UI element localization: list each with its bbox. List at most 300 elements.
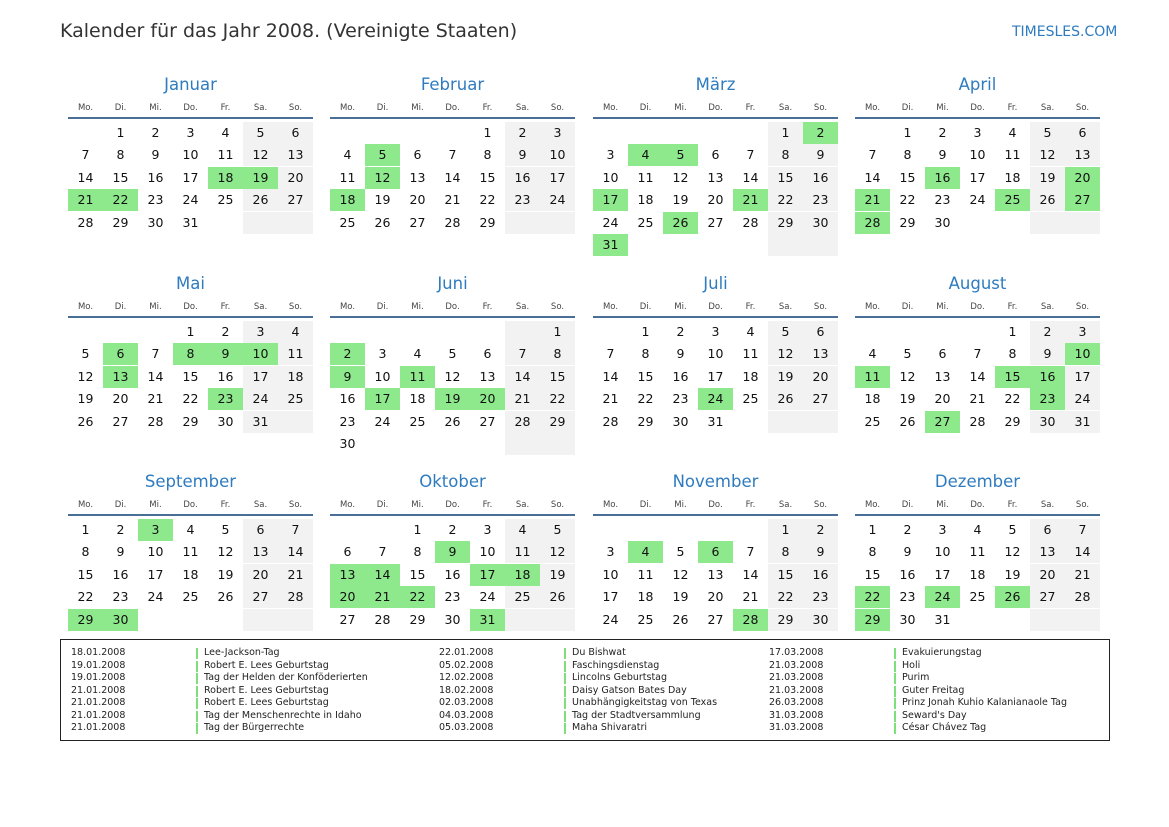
day-cell: 12	[540, 541, 575, 563]
day-cell: 19	[672, 192, 689, 208]
weekday-header	[330, 103, 575, 115]
day-cell: 24	[147, 589, 164, 605]
month-name: April	[958, 75, 997, 94]
holiday-date: 17.03.2008	[769, 647, 824, 658]
day-cell: 19	[540, 564, 575, 586]
day-cell: 28	[602, 413, 619, 429]
day-cell: 5	[448, 346, 457, 362]
day-cell: 20	[409, 192, 426, 208]
holiday-day-cell: 29	[855, 609, 890, 631]
day-cell: 5	[1030, 122, 1065, 144]
month-divider	[855, 514, 1100, 516]
day-cell: 31	[934, 611, 951, 627]
month-name: Juli	[703, 274, 728, 293]
weekday-label: Sa.	[515, 302, 530, 312]
day-cell: 16	[803, 167, 838, 189]
holiday-marker	[564, 673, 566, 684]
day-cell: 8	[413, 544, 422, 560]
month-divider	[68, 316, 313, 318]
day-cell: 8	[768, 144, 803, 166]
day-cell: 10	[540, 144, 575, 166]
empty-weekend-cell	[243, 212, 278, 234]
month-divider	[330, 117, 575, 119]
day-cell: 23	[803, 586, 838, 608]
day-cell: 9	[1030, 343, 1065, 365]
day-cell: 19	[77, 391, 94, 407]
weekday-label: So.	[813, 103, 828, 113]
day-cell: 1	[540, 321, 575, 343]
day-cell: 15	[768, 564, 803, 586]
day-cell: 15	[77, 566, 94, 582]
day-cell: 23	[339, 413, 356, 429]
day-cell: 7	[81, 147, 90, 163]
day-cell: 3	[243, 321, 278, 343]
holiday-day-cell: 13	[103, 366, 138, 388]
holiday-date: 22.01.2008	[439, 647, 494, 658]
day-cell: 25	[505, 586, 540, 608]
weekday-label: Mo.	[864, 103, 881, 113]
month-name: Juni	[437, 274, 468, 293]
day-cell: 22	[479, 192, 496, 208]
holiday-day-cell: 10	[1065, 343, 1100, 365]
day-cell: 25	[409, 413, 426, 429]
day-cell: 26	[672, 611, 689, 627]
weekday-label: Sa.	[253, 302, 268, 312]
day-cell: 15	[768, 167, 803, 189]
day-cell: 26	[77, 413, 94, 429]
day-cell: 9	[116, 544, 125, 560]
holiday-name: Tag der Menschenrechte in Idaho	[204, 709, 362, 721]
holiday-marker	[196, 711, 198, 722]
day-cell: 18	[864, 391, 881, 407]
day-cell: 4	[868, 346, 877, 362]
day-cell: 29	[182, 413, 199, 429]
weekday-label: Sa.	[778, 103, 793, 113]
weekday-header	[68, 500, 313, 512]
weekday-label: Fr.	[220, 302, 231, 312]
day-cell: 28	[77, 214, 94, 230]
day-cell: 14	[969, 368, 986, 384]
holiday-name: Robert E. Lees Geburtstag	[204, 659, 329, 671]
holiday-day-cell: 21	[365, 586, 400, 608]
day-cell: 4	[186, 522, 195, 537]
day-cell: 26	[374, 214, 391, 230]
weekday-label: So.	[288, 500, 303, 510]
day-cell: 23	[505, 189, 540, 211]
day-cell: 4	[343, 147, 352, 163]
day-cell: 28	[1065, 586, 1100, 608]
day-cell: 5	[1008, 522, 1017, 537]
weekday-label: Do.	[445, 500, 460, 510]
weekday-label: Fr.	[745, 302, 756, 312]
day-cell: 4	[1008, 125, 1017, 140]
day-cell: 18	[1004, 169, 1021, 185]
weekday-label: Mo.	[339, 103, 356, 113]
day-cell: 21	[278, 564, 313, 586]
holiday-day-cell: 20	[1065, 167, 1100, 189]
weekday-label: Mo.	[602, 103, 619, 113]
day-cell: 29	[540, 411, 575, 433]
day-cell: 1	[81, 522, 90, 537]
day-cell: 2	[676, 324, 685, 339]
empty-weekend-cell	[803, 411, 838, 433]
day-cell: 30	[217, 413, 234, 429]
day-cell: 10	[479, 544, 496, 560]
day-cell: 18	[278, 366, 313, 388]
day-cell: 1	[903, 125, 912, 140]
holiday-day-cell: 20	[470, 388, 505, 410]
day-cell: 7	[278, 519, 313, 541]
weekday-label: So.	[1075, 302, 1090, 312]
holiday-day-cell: 16	[1030, 366, 1065, 388]
holiday-date: 21.01.2008	[71, 684, 126, 696]
day-cell: 17	[602, 589, 619, 605]
day-cell: 6	[343, 544, 352, 560]
day-cell: 14	[864, 169, 881, 185]
weekday-label: Mi.	[411, 302, 424, 312]
day-cell: 20	[707, 192, 724, 208]
holiday-day-cell: 3	[138, 519, 173, 541]
day-cell: 1	[413, 522, 422, 537]
weekday-label: So.	[288, 302, 303, 312]
weekday-header	[593, 500, 838, 512]
weekday-label: Do.	[708, 302, 723, 312]
day-cell: 20	[243, 564, 278, 586]
day-cell: 26	[768, 388, 803, 410]
weekday-label: Do.	[183, 103, 198, 113]
empty-weekend-cell	[505, 609, 540, 631]
day-cell: 16	[505, 167, 540, 189]
day-cell: 16	[444, 566, 461, 582]
day-cell: 19	[217, 566, 234, 582]
day-cell: 26	[540, 586, 575, 608]
day-cell: 14	[742, 566, 759, 582]
weekday-label: Sa.	[1040, 103, 1055, 113]
month-divider	[855, 316, 1100, 318]
holiday-day-cell: 26	[663, 212, 698, 234]
holiday-day-cell: 6	[103, 343, 138, 365]
holiday-name: Purim	[902, 672, 930, 683]
day-cell: 30	[934, 214, 951, 230]
day-cell: 27	[803, 388, 838, 410]
holiday-name: Daisy Gatson Bates Day	[572, 684, 687, 696]
month-name: September	[144, 472, 237, 491]
day-cell: 15	[112, 169, 129, 185]
holiday-day-cell: 13	[330, 564, 365, 586]
day-cell: 23	[112, 589, 129, 605]
day-cell: 12	[77, 368, 94, 384]
day-cell: 8	[540, 343, 575, 365]
day-cell: 6	[938, 346, 947, 362]
day-cell: 2	[221, 324, 230, 339]
day-cell: 7	[746, 147, 755, 163]
holiday-day-cell: 12	[365, 167, 400, 189]
day-cell: 12	[672, 169, 689, 185]
weekday-label: So.	[1075, 103, 1090, 113]
day-cell: 31	[243, 411, 278, 433]
day-cell: 4	[746, 324, 755, 339]
day-cell: 29	[1004, 413, 1021, 429]
day-cell: 15	[540, 366, 575, 388]
day-cell: 30	[444, 611, 461, 627]
holiday-day-cell: 31	[470, 609, 505, 631]
day-cell: 18	[969, 566, 986, 582]
day-cell: 31	[707, 413, 724, 429]
day-cell: 15	[182, 368, 199, 384]
holiday-marker	[196, 698, 198, 709]
day-cell: 27	[112, 413, 129, 429]
holiday-day-cell: 18	[208, 167, 243, 189]
holiday-name: Robert E. Lees Geburtstag	[204, 697, 329, 708]
day-cell: 5	[903, 346, 912, 362]
day-cell: 11	[969, 544, 986, 560]
day-cell: 24	[540, 189, 575, 211]
day-cell: 13	[243, 541, 278, 563]
weekday-label: Do.	[445, 302, 460, 312]
day-cell: 28	[505, 411, 540, 433]
weekday-label: Mi.	[149, 103, 162, 113]
day-cell: 26	[217, 589, 234, 605]
day-cell: 19	[1030, 167, 1065, 189]
holiday-name: Evakuierungstag	[902, 647, 982, 658]
day-cell: 27	[339, 611, 356, 627]
day-cell: 7	[505, 343, 540, 365]
day-cell: 17	[934, 566, 951, 582]
holiday-date: 19.01.2008	[71, 672, 126, 683]
weekday-label: Do.	[183, 500, 198, 510]
day-cell: 1	[641, 324, 650, 339]
day-cell: 6	[1030, 519, 1065, 541]
day-cell: 12	[672, 566, 689, 582]
holiday-date: 21.03.2008	[769, 659, 824, 671]
day-cell: 3	[606, 544, 615, 560]
day-cell: 16	[217, 368, 234, 384]
day-cell: 23	[934, 192, 951, 208]
day-cell: 30	[803, 212, 838, 234]
month-divider	[593, 514, 838, 516]
day-cell: 30	[803, 609, 838, 631]
month-divider	[593, 316, 838, 318]
day-cell: 23	[147, 192, 164, 208]
holiday-marker	[894, 686, 896, 697]
holiday-name: Du Bishwat	[572, 647, 626, 658]
day-cell: 24	[969, 192, 986, 208]
day-cell: 10	[934, 544, 951, 560]
day-cell: 30	[672, 413, 689, 429]
weekday-label: Di.	[114, 302, 127, 312]
holiday-day-cell: 9	[435, 541, 470, 563]
holiday-day-cell: 15	[995, 366, 1030, 388]
holiday-day-cell: 26	[995, 586, 1030, 608]
day-cell: 25	[339, 214, 356, 230]
day-cell: 24	[479, 589, 496, 605]
day-cell: 16	[147, 169, 164, 185]
holiday-day-cell: 21	[733, 189, 768, 211]
day-cell: 24	[182, 192, 199, 208]
day-cell: 26	[243, 189, 278, 211]
empty-weekend-cell	[1030, 212, 1065, 234]
weekday-label: Di.	[901, 302, 914, 312]
day-cell: 24	[243, 388, 278, 410]
holiday-name: Lee-Jackson-Tag	[204, 647, 280, 658]
weekday-label: So.	[813, 302, 828, 312]
day-cell: 13	[278, 144, 313, 166]
day-cell: 10	[147, 544, 164, 560]
day-cell: 30	[899, 611, 916, 627]
day-cell: 1	[768, 122, 803, 144]
holiday-day-cell: 22	[855, 586, 890, 608]
day-cell: 23	[899, 589, 916, 605]
weekday-label: Sa.	[1040, 302, 1055, 312]
holiday-marker	[564, 723, 566, 734]
day-cell: 29	[768, 212, 803, 234]
holiday-date: 21.03.2008	[769, 684, 824, 696]
day-cell: 27	[1030, 586, 1065, 608]
holiday-marker	[564, 661, 566, 672]
day-cell: 3	[1065, 321, 1100, 343]
holiday-day-cell: 16	[925, 167, 960, 189]
holiday-day-cell: 21	[68, 189, 103, 211]
month-name: November	[672, 472, 759, 491]
day-cell: 8	[81, 544, 90, 560]
day-cell: 6	[803, 321, 838, 343]
empty-weekend-cell	[540, 212, 575, 234]
day-cell: 18	[742, 368, 759, 384]
weekday-label: Mo.	[864, 302, 881, 312]
weekday-label: So.	[813, 500, 828, 510]
empty-weekend-cell	[768, 234, 803, 256]
day-cell: 3	[711, 324, 720, 339]
weekday-label: Di.	[901, 500, 914, 510]
empty-weekend-cell	[243, 609, 278, 631]
day-cell: 14	[444, 169, 461, 185]
day-cell: 2	[505, 122, 540, 144]
page-title: Kalender für das Jahr 2008. (Vereinigte Staaten)	[60, 20, 518, 42]
weekday-label: Di.	[114, 103, 127, 113]
day-cell: 3	[973, 125, 982, 140]
day-cell: 22	[768, 189, 803, 211]
weekday-label: So.	[288, 103, 303, 113]
weekday-label: Do.	[970, 302, 985, 312]
day-cell: 5	[243, 122, 278, 144]
empty-weekend-cell	[1065, 212, 1100, 234]
day-cell: 20	[934, 391, 951, 407]
holiday-day-cell: 11	[855, 366, 890, 388]
day-cell: 7	[973, 346, 982, 362]
holiday-day-cell: 6	[698, 541, 733, 563]
weekday-label: Mo.	[602, 302, 619, 312]
brand-link[interactable]: TIMESLES.COM	[1012, 24, 1118, 40]
day-cell: 5	[768, 321, 803, 343]
day-cell: 2	[116, 522, 125, 537]
day-cell: 27	[278, 189, 313, 211]
holiday-day-cell: 24	[925, 586, 960, 608]
day-cell: 22	[637, 391, 654, 407]
month-divider	[593, 117, 838, 119]
holiday-day-cell: 22	[400, 586, 435, 608]
day-cell: 29	[899, 214, 916, 230]
month-name: Januar	[164, 75, 217, 94]
day-cell: 11	[742, 346, 759, 362]
holiday-day-cell: 24	[698, 388, 733, 410]
weekday-label: Mi.	[411, 103, 424, 113]
day-cell: 26	[444, 413, 461, 429]
weekday-label: Sa.	[778, 302, 793, 312]
holiday-date: 02.03.2008	[439, 697, 494, 708]
day-cell: 13	[707, 169, 724, 185]
day-cell: 8	[868, 544, 877, 560]
weekday-label: Di.	[376, 103, 389, 113]
day-cell: 4	[278, 321, 313, 343]
day-cell: 27	[707, 611, 724, 627]
day-cell: 21	[742, 589, 759, 605]
day-cell: 27	[707, 214, 724, 230]
day-cell: 7	[746, 544, 755, 560]
holiday-day-cell: 5	[365, 144, 400, 166]
day-cell: 11	[637, 169, 654, 185]
empty-weekend-cell	[278, 411, 313, 433]
day-cell: 9	[151, 147, 160, 163]
day-cell: 30	[147, 214, 164, 230]
day-cell: 22	[899, 192, 916, 208]
weekday-label: Do.	[970, 103, 985, 113]
day-cell: 19	[1004, 566, 1021, 582]
day-cell: 10	[182, 147, 199, 163]
empty-weekend-cell	[505, 212, 540, 234]
day-cell: 8	[483, 147, 492, 163]
holiday-date: 04.03.2008	[439, 709, 494, 721]
holiday-marker	[564, 648, 566, 659]
weekday-label: So.	[550, 103, 565, 113]
weekday-label: Mi.	[936, 103, 949, 113]
day-cell: 2	[803, 519, 838, 541]
day-cell: 6	[278, 122, 313, 144]
weekday-label: Mi.	[411, 500, 424, 510]
day-cell: 26	[1030, 189, 1065, 211]
weekday-header	[68, 103, 313, 115]
day-cell: 25	[278, 388, 313, 410]
holiday-date: 21.01.2008	[71, 697, 126, 708]
day-cell: 28	[374, 611, 391, 627]
day-cell: 25	[969, 589, 986, 605]
holiday-marker	[894, 661, 896, 672]
weekday-header	[855, 302, 1100, 314]
holiday-day-cell: 30	[103, 609, 138, 631]
day-cell: 18	[409, 391, 426, 407]
weekday-label: Fr.	[220, 500, 231, 510]
day-cell: 29	[768, 609, 803, 631]
day-cell: 16	[899, 566, 916, 582]
holiday-day-cell: 27	[1065, 189, 1100, 211]
day-cell: 16	[112, 566, 129, 582]
holiday-date: 21.03.2008	[769, 672, 824, 683]
day-cell: 9	[676, 346, 685, 362]
day-cell: 17	[243, 366, 278, 388]
day-cell: 14	[505, 366, 540, 388]
day-cell: 7	[151, 346, 160, 362]
holiday-day-cell: 27	[925, 411, 960, 433]
month-name: Februar	[420, 75, 485, 94]
day-cell: 18	[637, 589, 654, 605]
day-cell: 22	[540, 388, 575, 410]
day-cell: 8	[903, 147, 912, 163]
day-cell: 11	[1004, 147, 1021, 163]
day-cell: 19	[899, 391, 916, 407]
day-cell: 13	[479, 368, 496, 384]
weekday-label: Fr.	[482, 500, 493, 510]
day-cell: 28	[147, 413, 164, 429]
day-cell: 12	[444, 368, 461, 384]
